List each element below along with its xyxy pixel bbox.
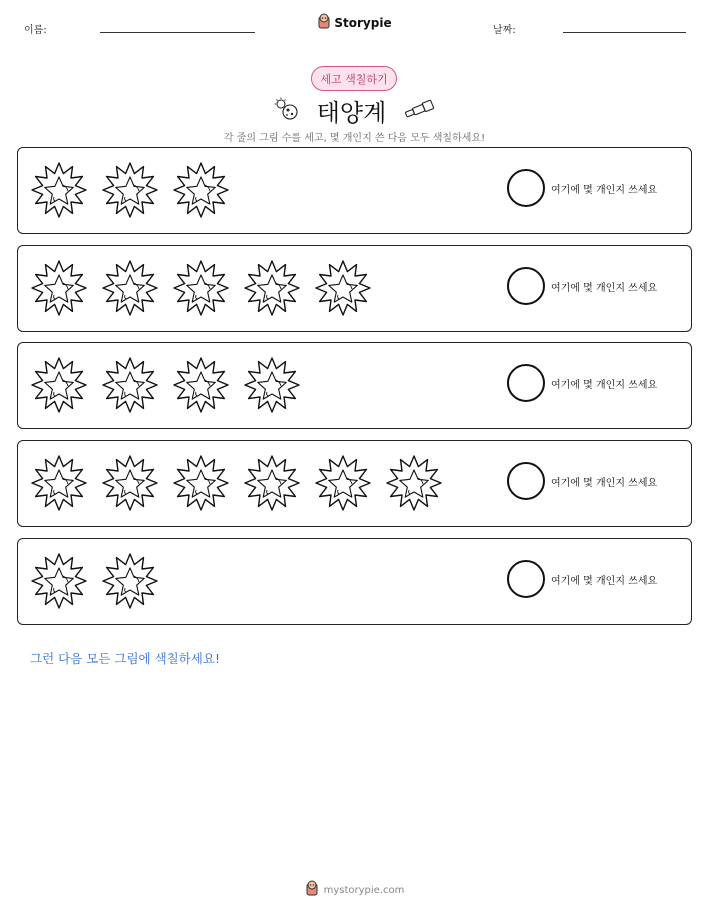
- picture-group: [30, 259, 372, 317]
- spiky-sun-star-icon[interactable]: [101, 161, 159, 219]
- answer-circle[interactable]: [507, 169, 545, 207]
- spiky-sun-star-icon[interactable]: [243, 454, 301, 512]
- footer-brand: [0, 880, 709, 900]
- spiky-sun-star-icon[interactable]: [172, 259, 230, 317]
- spiky-sun-star-icon[interactable]: [314, 454, 372, 512]
- spiky-sun-star-icon[interactable]: [101, 356, 159, 414]
- storypie-mascot-icon: [305, 880, 319, 900]
- brand-name: Storypie: [334, 16, 392, 30]
- coloring-instruction: 그런 다음 모든 그림에 색칠하세요!: [30, 651, 220, 666]
- counting-row: [17, 342, 692, 429]
- brand-logo: [0, 13, 709, 33]
- picture-group: [30, 161, 230, 219]
- spiky-sun-star-icon[interactable]: [30, 161, 88, 219]
- spiky-sun-star-icon[interactable]: [172, 356, 230, 414]
- spiky-sun-star-icon[interactable]: [314, 259, 372, 317]
- picture-group: [30, 552, 159, 610]
- answer-label: 여기에 몇 개인지 쓰세요: [551, 282, 658, 294]
- spiky-sun-star-icon[interactable]: [30, 454, 88, 512]
- spiky-sun-star-icon[interactable]: [30, 259, 88, 317]
- planet-sun-icon: [273, 97, 301, 125]
- answer-circle[interactable]: [507, 364, 545, 402]
- counting-row: [17, 538, 692, 625]
- title-row: [0, 93, 709, 128]
- picture-group: [30, 356, 301, 414]
- spiky-sun-star-icon[interactable]: [101, 552, 159, 610]
- counting-row: [17, 245, 692, 332]
- spiky-sun-star-icon[interactable]: [101, 259, 159, 317]
- answer-label: 여기에 몇 개인지 쓰세요: [551, 185, 658, 196]
- date-field[interactable]: [563, 32, 686, 33]
- spiky-sun-star-icon[interactable]: [172, 454, 230, 512]
- counting-row: [17, 440, 692, 527]
- spiky-sun-star-icon[interactable]: [30, 552, 88, 610]
- picture-group: [30, 454, 443, 512]
- worksheet-type-badge: 세고 색칠하기: [311, 66, 397, 91]
- answer-label: 여기에 몇 개인지 쓰세요: [551, 575, 658, 587]
- answer-label: 여기에 몇 개인지 쓰세요: [551, 380, 658, 392]
- answer-circle[interactable]: [507, 267, 545, 305]
- spiky-sun-star-icon[interactable]: [101, 454, 159, 512]
- instructions: 각 줄의 그림 수를 세고, 몇 개인지 쓴 다음 모두 색칠하세요!: [223, 133, 486, 144]
- answer-circle[interactable]: [507, 560, 545, 598]
- storypie-mascot-icon: [317, 13, 331, 33]
- telescope-icon: [402, 99, 436, 123]
- spiky-sun-star-icon[interactable]: [243, 356, 301, 414]
- worksheet-title: 태양계: [316, 99, 387, 127]
- counting-row: [17, 147, 692, 234]
- spiky-sun-star-icon[interactable]: [243, 259, 301, 317]
- spiky-sun-star-icon[interactable]: [172, 161, 230, 219]
- name-label: 이름:: [24, 25, 47, 36]
- spiky-sun-star-icon[interactable]: [385, 454, 443, 512]
- answer-circle[interactable]: [507, 462, 545, 500]
- answer-label: 여기에 몇 개인지 쓰세요: [551, 478, 658, 490]
- spiky-sun-star-icon[interactable]: [30, 356, 88, 414]
- date-label: 날짜:: [493, 25, 516, 36]
- footer-url[interactable]: mystorypie.com: [323, 884, 405, 896]
